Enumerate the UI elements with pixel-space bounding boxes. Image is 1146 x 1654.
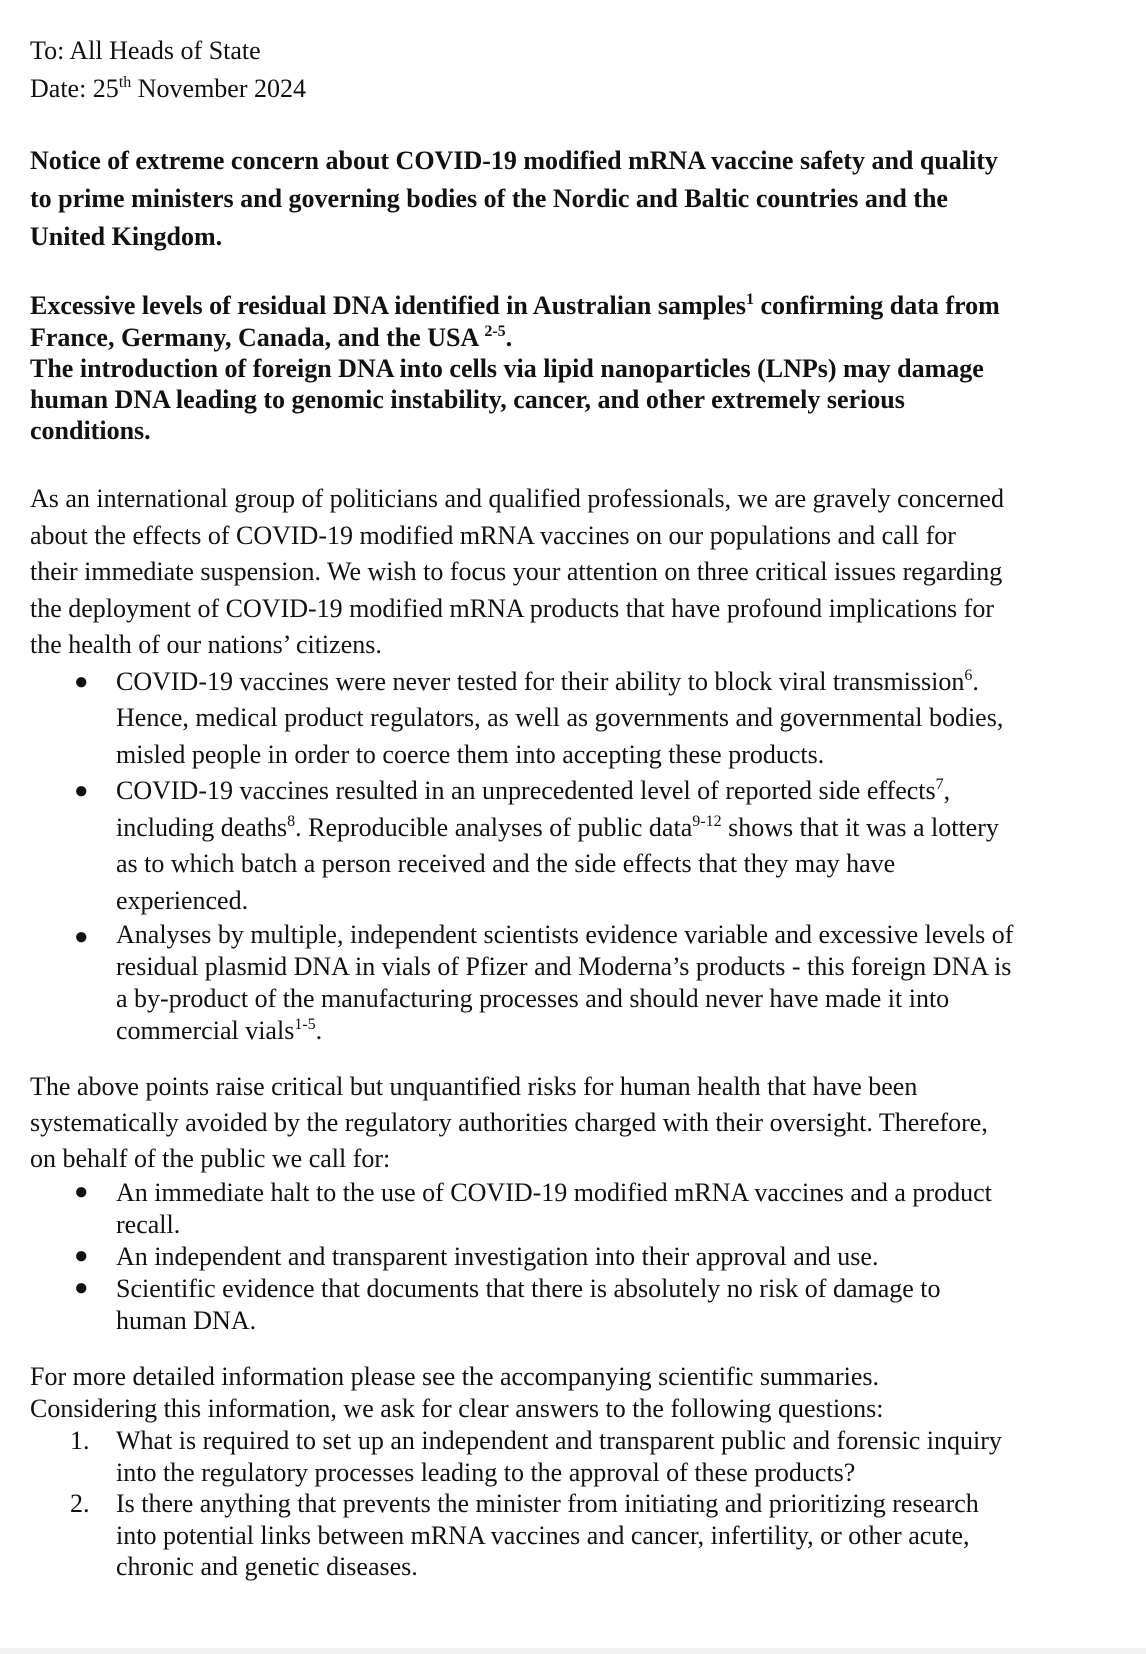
issue-text: COVID-19 vaccines resulted in an unprecedented level of reported side effects <box>116 776 936 805</box>
issue-line: experienced. <box>116 885 249 915</box>
issue-line <box>116 1015 1120 1047</box>
subheading-text: confirming data from <box>754 291 1000 320</box>
middle-line: on behalf of the public we call for: <box>30 1144 391 1173</box>
bullet-icon: ● <box>74 1179 89 1205</box>
bullet-icon: ● <box>74 778 89 804</box>
issue-text: including deaths <box>116 812 288 842</box>
issue-line <box>116 773 1120 810</box>
intro-line: As an international group of politicians and qualified professionals, we are gravely concerned <box>30 484 1004 513</box>
questions-list <box>30 1425 1120 1583</box>
issue-text: . <box>315 1016 323 1045</box>
intro-line: about the effects of COVID-19 modified mRNA vaccines on our populations and call for <box>30 520 956 550</box>
issue-text: , <box>943 776 951 805</box>
date-suffix: November 2024 <box>131 74 307 103</box>
subheading-text: France, Germany, Canada, and the USA <box>30 323 485 352</box>
footnote-ref: 1 <box>746 291 754 308</box>
issues-list <box>30 664 1120 1048</box>
demands-list <box>30 1177 1120 1337</box>
demand-line: Scientific evidence that documents that there is absolutely no risk of damage to <box>116 1274 941 1303</box>
subheading-line <box>30 289 1120 322</box>
intro-line: their immediate suspension. We wish to focus your attention on three critical issues regarding <box>30 557 1003 586</box>
closing-paragraph <box>30 1361 1120 1425</box>
demand-line: An independent and transparent investigation into their approval and use. <box>116 1242 879 1271</box>
question-line: into potential links between mRNA vaccines and cancer, infertility, or other acute, <box>116 1520 970 1550</box>
footnote-ref: 6 <box>964 666 973 684</box>
middle-paragraph <box>30 1069 1120 1177</box>
issue-text: shows that it was a lottery <box>721 812 999 842</box>
subheading-line: The introduction of foreign DNA into cells via lipid nanoparticles (LNPs) may damage <box>30 354 984 383</box>
recipient-line: To: All Heads of State <box>30 36 261 65</box>
letter-page <box>30 32 1120 1583</box>
page-bottom-edge <box>0 1648 1146 1654</box>
letter-subheading <box>30 289 1120 446</box>
title-line: Notice of extreme concern about COVID-19 modified mRNA vaccine safety and quality <box>30 146 998 175</box>
issue-text: . <box>972 666 979 696</box>
issue-text: . Reproducible analyses of public data <box>295 812 693 842</box>
footnote-ref: 2-5 <box>484 323 506 340</box>
question-line: What is required to set up an independent and transparent public and forensic inquiry <box>116 1426 1002 1455</box>
middle-line: systematically avoided by the regulatory authorities charged with their oversight. Therefore, <box>30 1108 988 1137</box>
demand-line: human DNA. <box>116 1306 257 1335</box>
issue-text: COVID-19 vaccines were never tested for their ability to block viral transmission <box>116 666 965 696</box>
intro-line: the health of our nations’ citizens. <box>30 630 382 659</box>
question-number: 2. <box>70 1489 90 1518</box>
bullet-icon: ● <box>74 1243 89 1269</box>
title-line: to prime ministers and governing bodies of the Nordic and Baltic countries and the <box>30 184 948 213</box>
subheading-text: Excessive levels of residual DNA identified in Australian samples <box>30 291 746 320</box>
footnote-ref: 7 <box>935 776 944 793</box>
title-line: United Kingdom. <box>30 222 223 251</box>
demand-line: An immediate halt to the use of COVID-19 modified mRNA vaccines and a product <box>116 1178 992 1207</box>
list-item <box>30 1488 1120 1583</box>
issue-line <box>116 664 1120 701</box>
middle-line: The above points raise critical but unquantified risks for human health that have been <box>30 1072 918 1101</box>
bullet-icon: ● <box>74 668 89 695</box>
list-item <box>30 1425 1120 1488</box>
issue-line: misled people in order to coerce them into accepting these products. <box>116 739 825 769</box>
footnote-ref: 8 <box>287 812 296 830</box>
list-item <box>30 1177 1120 1241</box>
list-item <box>30 1273 1120 1337</box>
subheading-line: human DNA leading to genomic instability, cancer, and other extremely serious <box>30 385 905 414</box>
list-item <box>30 773 1120 919</box>
issue-line <box>116 810 1120 847</box>
date-ordinal: th <box>118 74 132 91</box>
list-item <box>30 919 1120 1047</box>
question-line: Is there anything that prevents the minister from initiating and prioritizing research <box>116 1489 979 1518</box>
question-number: 1. <box>70 1426 90 1455</box>
date-line <box>30 70 1120 108</box>
subheading-text: . <box>505 323 513 352</box>
letter-title <box>30 142 1120 256</box>
question-line: into the regulatory processes leading to the approval of these products? <box>116 1457 856 1487</box>
subheading-line: conditions. <box>30 416 151 445</box>
subheading-line <box>30 322 1120 353</box>
closing-line: For more detailed information please see the accompanying scientific summaries. <box>30 1362 880 1391</box>
issue-line: Hence, medical product regulators, as well as governments and governmental bodies, <box>116 703 1004 732</box>
issue-line: as to which batch a person received and the side effects that they may have <box>116 849 896 878</box>
footnote-ref: 1-5 <box>294 1016 316 1033</box>
bullet-icon: ● <box>74 1275 89 1301</box>
closing-line: Considering this information, we ask for clear answers to the following questions: <box>30 1394 884 1423</box>
list-item <box>30 664 1120 774</box>
demand-line: recall. <box>116 1210 181 1239</box>
list-item <box>30 1241 1120 1273</box>
letter-header <box>30 32 1120 108</box>
footnote-ref: 9-12 <box>692 812 722 830</box>
issue-text: commercial vials <box>116 1016 295 1045</box>
intro-line: the deployment of COVID-19 modified mRNA products that have profound implications for <box>30 593 994 623</box>
issue-line: Analyses by multiple, independent scientists evidence variable and excessive levels of <box>116 920 1014 949</box>
bullet-icon: ● <box>74 924 89 950</box>
issue-line: residual plasmid DNA in vials of Pfizer and Moderna’s products - this foreign DNA is <box>116 952 1012 981</box>
issue-line: a by-product of the manufacturing processes and should never have made it into <box>116 984 950 1013</box>
question-line: chronic and genetic diseases. <box>116 1552 418 1581</box>
intro-paragraph <box>30 481 1120 664</box>
date-prefix: Date: 25 <box>30 74 119 103</box>
